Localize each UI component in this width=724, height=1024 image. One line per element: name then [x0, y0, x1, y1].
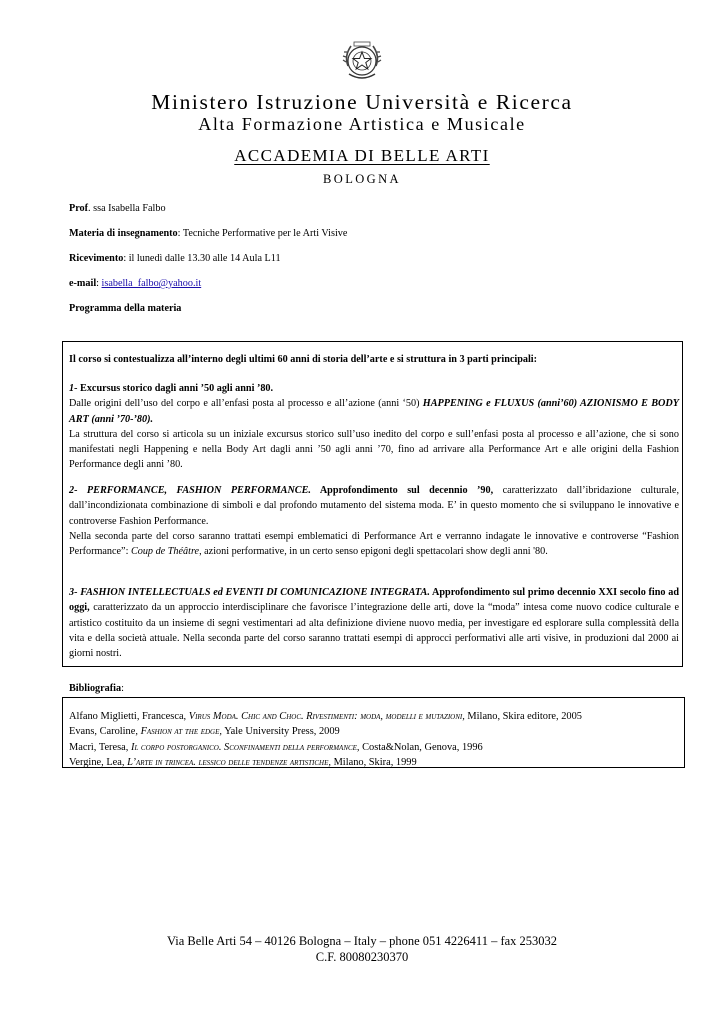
academy-title: ACCADEMIA DI BELLE ARTI	[234, 146, 490, 165]
part1-movements: HAPPENING e FLUXUS (anni’60) AZIONISMO E BODY ART (anni ’70-’80).	[69, 398, 679, 425]
part2-heading: 2- PERFORMANCE, FASHION PERFORMANCE.	[69, 485, 311, 496]
materia-value: : Tecniche Performative per le Arti Visive	[177, 228, 348, 239]
program-part-3	[69, 585, 679, 661]
part3-text: caratterizzato da un approccio interdisciplinare che favorisce l’integrazione delle arti, dove la “moda” intesa come nuovo codice culturale e artistico costituito da un insieme di segni vestimentari ad alta definizione diviene nuovo media, per investigare ed esplorare sulla complessità della vita e della società attuale. Nella seconda parte del corso saranno trattati esempi di approcci performativi alle arti visive, in produzioni dal 2000 ai giorni nostri.	[69, 602, 679, 660]
part2-text-b: Nella seconda parte del corso saranno trattati esempi emblematici di Performance Art e verranno indagate le innovative e controverse “Fashion Performance”:	[69, 530, 679, 558]
prof-label: Prof	[69, 203, 89, 214]
city-name: BOLOGNA	[323, 172, 401, 186]
email-link[interactable]: isabella_falbo@yahoo.it	[101, 278, 202, 289]
program-part-2	[69, 483, 679, 559]
ricevimento-value: : il lunedì dalle 13.30 alle 14 Aula L11	[123, 253, 281, 264]
email-label: e-mail	[69, 278, 97, 289]
ministry-title: Ministero Istruzione Università e Ricerca	[151, 90, 573, 114]
ricevimento-line	[69, 253, 281, 264]
footer-address: Via Belle Arti 54 – 40126 Bologna – Italy – phone 051 4226411 – fax 253032	[166, 934, 558, 948]
bibliography-item: Alfano Miglietti, Francesca, Virus Moda. Chic and Choc. Rivestimenti: moda, modelli e mutazioni, Milano, Skira editore, 2005	[69, 711, 582, 722]
prof-line	[69, 203, 166, 214]
division-subtitle: Alta Formazione Artistica e Musicale	[198, 114, 526, 134]
part1-text-a: Dalle origini dell’uso del corpo e all’enfasi posta al processo e all’azione (anni ‘50)	[69, 398, 423, 410]
materia-line	[69, 228, 347, 239]
part3-heading: 3- FASHION INTELLECTUALS ed EVENTI DI COMUNICAZIONE INTEGRATA.	[69, 587, 430, 598]
part2-subheading: Approfondimento sul decennio ’90,	[310, 485, 494, 496]
part1-heading: Excursus storico dagli anni ’50 agli anni ’80.	[77, 383, 274, 394]
part2-text-a: caratterizzato dall’ibridazione culturale, dall’incondizionata combinazione di simboli e dal profondo mutamento del sistema moda. E’ in questo momento che si sviluppano le innovative e controverse Fashion Performance.	[69, 485, 680, 527]
part2-text-b-end: , azioni performative, in un certo senso epigoni degli spettacolari show degli anni '80.	[199, 546, 548, 558]
italian-republic-emblem	[339, 38, 385, 86]
materia-label: Materia di insegnamento	[69, 228, 178, 239]
email-separator: :	[96, 278, 102, 289]
part1-text-b: La struttura del corso si articola su un iniziale excursus storico sull’uso inedito del corpo e sull’enfasi posta al processo e all’azione, che si sono manifestati negli Happening e nella Body Art dagli anni ’50 agli anni ’70, fino ad arrivare alla Performance Art e alle origini della Fashion Performance degli anni ’80.	[69, 428, 679, 471]
ricevimento-label: Ricevimento	[69, 253, 124, 264]
programma-label: Programma della materia	[69, 303, 182, 314]
program-part-1	[69, 381, 679, 473]
email-line	[69, 278, 201, 289]
bibliography-item: Vergine, Lea, L’arte in trincea. lessico delle tendenze artistiche, Milano, Skira, 1999	[69, 756, 417, 768]
bibliography-item: Evans, Caroline, Fashion at the edge, Yale University Press, 2009	[69, 726, 340, 738]
bibliography-label: Bibliografia:	[69, 683, 124, 694]
part2-coup-de-theatre: Coup de Théâtre	[130, 546, 200, 558]
program-intro: Il corso si contestualizza all’interno degli ultimi 60 anni di storia dell’arte e si struttura in 3 parti principali:	[69, 354, 538, 365]
part1-number: 1-	[69, 383, 78, 394]
prof-value: . ssa Isabella Falbo	[88, 203, 166, 214]
programma-line	[69, 303, 181, 314]
footer-tax-code: C.F. 80080230370	[315, 950, 409, 964]
bibliography-list	[69, 709, 684, 770]
part3-subheading: Approfondimento sul primo decennio XXI secolo fino ad oggi,	[69, 587, 679, 614]
bibliography-item: Macrì, Teresa, Il corpo postorganico. Sconfinamenti della performance, Costa&Nolan, Genova, 1996	[69, 741, 483, 753]
